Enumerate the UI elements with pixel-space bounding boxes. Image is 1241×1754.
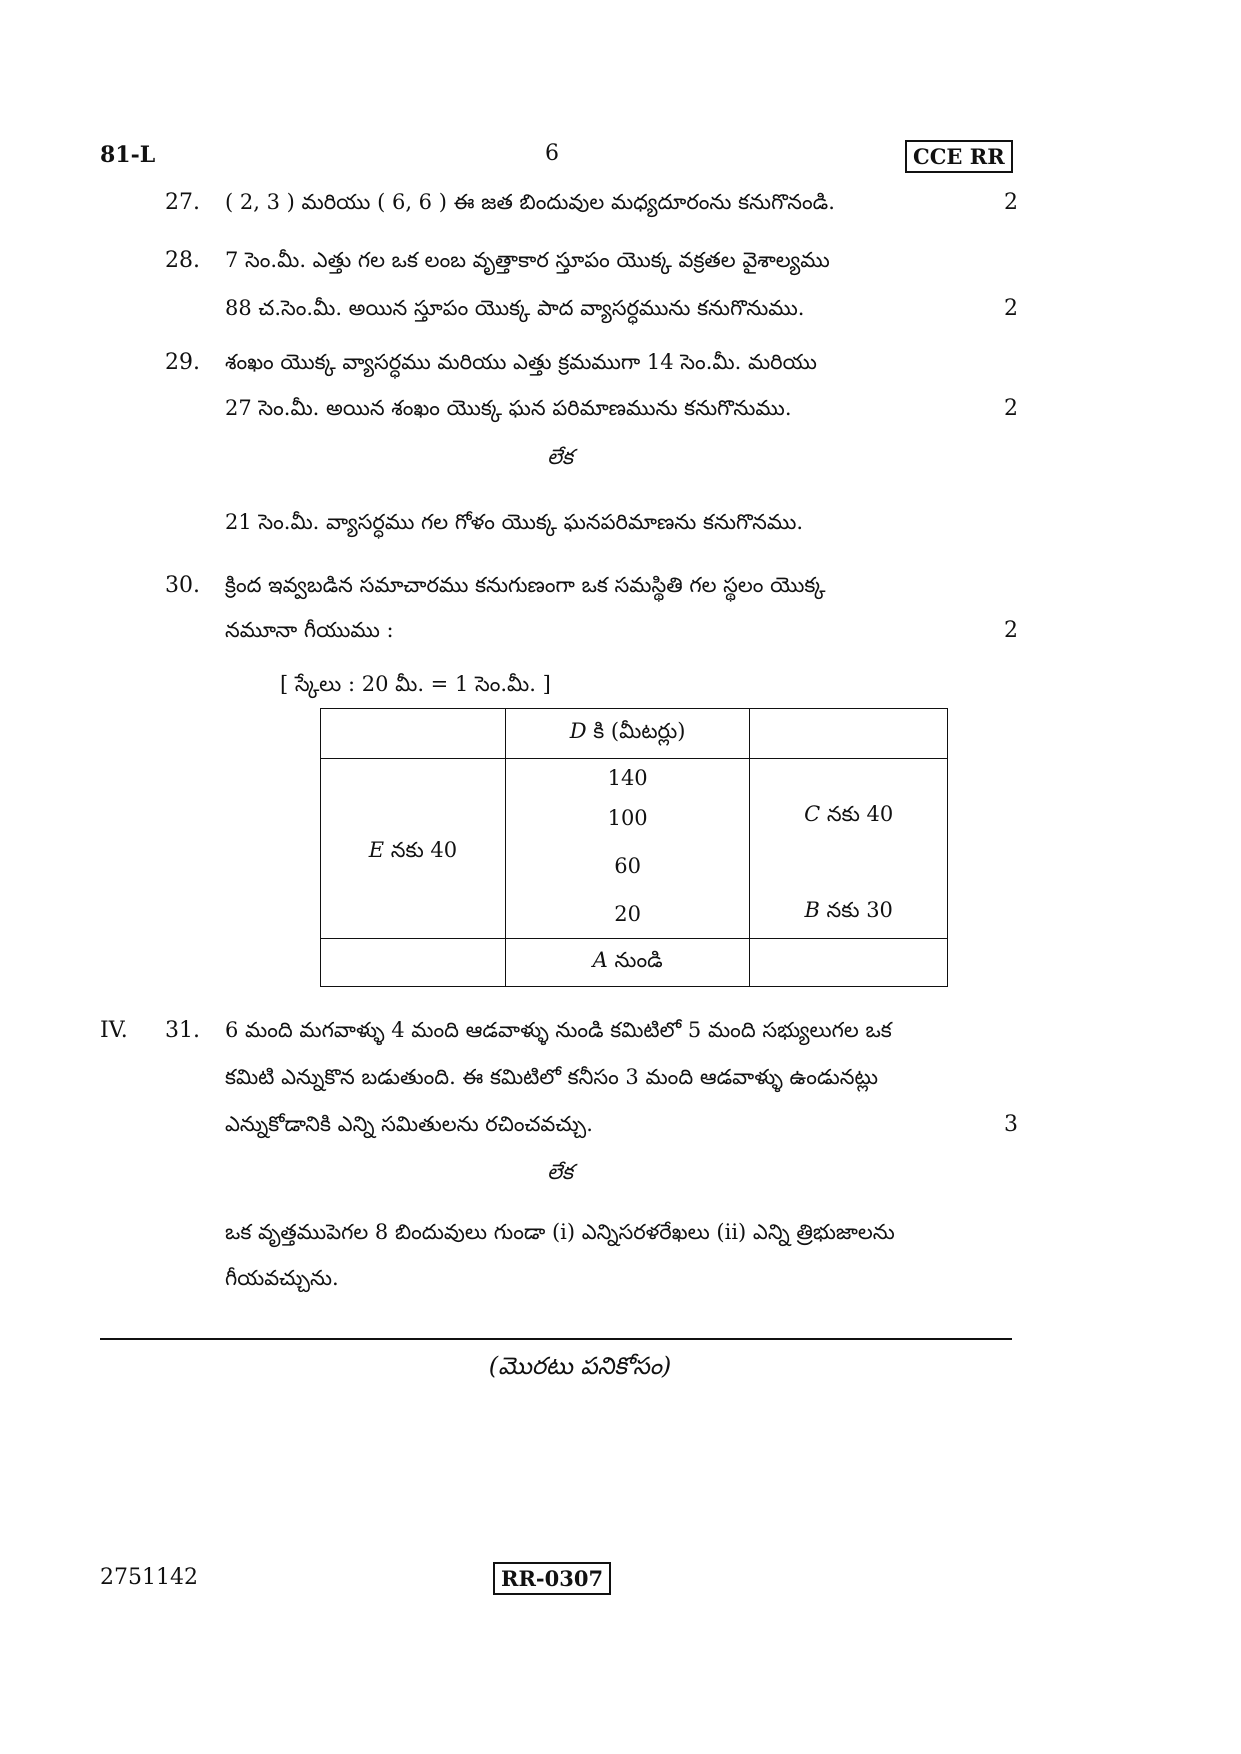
- question-number: 30.: [165, 573, 200, 598]
- question-text-line: 6 మంది మగవాళ్ళు 4 మంది ఆడవాళ్ళు నుండి కమిటిలో 5 మంది సభ్యులుగల ఒక: [225, 1018, 892, 1042]
- distance-value: 60: [614, 854, 641, 878]
- distances-cell: [505, 759, 750, 939]
- question-marks: 3: [1004, 1112, 1018, 1137]
- section-label: IV.: [100, 1018, 128, 1043]
- table-cell-empty: [750, 709, 948, 759]
- offset-text: నకు 40: [820, 802, 894, 826]
- footer-code: RR-0307: [493, 1562, 611, 1595]
- alternate-question: 21 సెం.మీ. వ్యాసర్ధము గల గోళం యొక్క ఘనపరిమాణను కనుగొనము.: [225, 510, 804, 534]
- question-text-line: 88 చ.సెం.మీ. అయిన స్తూపం యొక్క పాద వ్యాసర్ధమును కనుగొనుము.: [225, 296, 805, 320]
- question-marks: 2: [1004, 618, 1018, 643]
- page-number: 6: [545, 141, 559, 166]
- question-text: ( 2, 3 ) మరియు ( 6, 6 ) ఈ జత బిందువుల మధ్యదూరంను కనుగొనండి.: [225, 190, 835, 214]
- distance-value: 140: [607, 766, 648, 790]
- question-text-line: నమూనా గీయుము :: [225, 618, 394, 642]
- divider-line: [100, 1338, 1012, 1340]
- header-var: D: [569, 718, 587, 743]
- distance-value: 100: [607, 806, 648, 830]
- or-separator: లేక: [547, 1160, 573, 1184]
- offset-left-cell: [321, 759, 506, 939]
- offset-right-cell: [750, 759, 948, 939]
- question-number: 28.: [165, 248, 200, 273]
- table-footer: [505, 939, 750, 987]
- footer-var: A: [592, 947, 608, 972]
- scale-note: [ స్కేలు : 20 మీ. = 1 సెం.మీ. ]: [280, 672, 551, 696]
- field-book-table: [320, 708, 948, 987]
- footer-text: నుండి: [607, 947, 663, 972]
- question-text-line: కమిటి ఎన్నుకొన బడుతుంది. ఈ కమిటిలో కనీసం 3 మంది ఆడవాళ్ళు ఉండునట్లు: [225, 1065, 878, 1089]
- offset-var: B: [804, 898, 820, 922]
- alternate-question-line: గీయవచ్చును.: [225, 1266, 339, 1290]
- question-text-line: ఎన్నుకోడానికి ఎన్ని సమితులను రచించవచ్చు.: [225, 1112, 593, 1136]
- distance-value: 20: [614, 902, 641, 926]
- alternate-question-line: ఒక వృత్తముపెగల 8 బిందువులు గుండా (i) ఎన్నిసరళరేఖలు (ii) ఎన్ని త్రిభుజాలను: [225, 1220, 895, 1244]
- offset-right-c: [751, 760, 946, 826]
- question-marks: 2: [1004, 396, 1018, 421]
- question-number: 29.: [165, 350, 200, 375]
- question-text-line: 7 సెం.మీ. ఎత్తు గల ఒక లంబ వృత్తాకార స్తూపం యొక్క వక్రతల వైశాల్యము: [225, 248, 830, 272]
- or-separator: లేక: [547, 445, 573, 469]
- header-text: కి (మీటర్లు): [586, 718, 686, 743]
- offset-var: C: [804, 802, 821, 826]
- question-marks: 2: [1004, 190, 1018, 215]
- question-text-line: శంఖం యొక్క వ్యాసర్ధము మరియు ఎత్తు క్రమముగా 14 సెం.మీ. మరియు: [225, 350, 817, 374]
- question-text-line: క్రింద ఇవ్వబడిన సమాచారము కనుగుణంగా ఒక సమస్థితి గల స్థలం యొక్క: [225, 573, 826, 597]
- question-text-line: 27 సెం.మీ. అయిన శంఖం యొక్క ఘన పరిమాణమును కనుగొనుము.: [225, 396, 792, 420]
- table-header: [505, 709, 750, 759]
- table-cell-empty: [750, 939, 948, 987]
- question-number: 27.: [165, 190, 200, 215]
- offset-right-b: [751, 826, 946, 922]
- table-cell-empty: [321, 939, 506, 987]
- footer-number: 2751142: [100, 1565, 198, 1590]
- series-badge: CCE RR: [905, 140, 1013, 173]
- question-marks: 2: [1004, 296, 1018, 321]
- paper-code: 81-L: [100, 142, 156, 168]
- offset-var: E: [368, 838, 385, 862]
- table-cell-empty: [321, 709, 506, 759]
- offset-text: నకు 40: [384, 838, 458, 862]
- question-number: 31.: [165, 1018, 200, 1043]
- offset-text: నకు 30: [819, 898, 893, 922]
- rough-work-label: (మొరటు పనికోసం): [488, 1352, 672, 1380]
